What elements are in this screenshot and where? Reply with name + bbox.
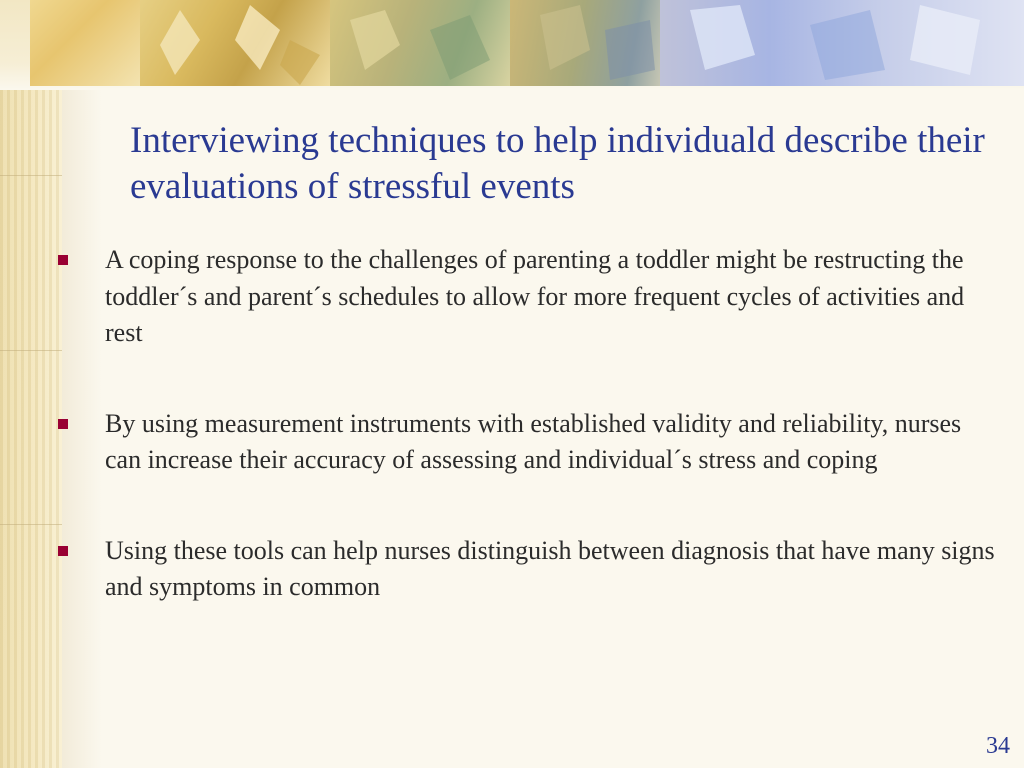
banner-leaf-panel	[660, 0, 1024, 86]
top-decorative-banner	[0, 0, 1024, 90]
banner-leaf-panel	[510, 0, 660, 86]
bullet-text: A coping response to the challenges of parenting a toddler might be restructing the toddler´s and parent´s schedules to allow for more frequent cycles of activities and rest	[105, 245, 965, 347]
bullet-list	[56, 242, 996, 606]
bullet-item	[56, 242, 996, 352]
square-bullet-icon	[58, 255, 68, 265]
leaf-pattern-icon	[330, 0, 510, 86]
bullet-item	[56, 533, 996, 606]
banner-leaf-panel	[140, 0, 330, 86]
bullet-text: By using measurement instruments with established validity and reliability, nurses can increase their accuracy of assessing and individual´s stress and coping	[105, 408, 962, 474]
square-bullet-icon	[58, 546, 68, 556]
bullet-text: Using these tools can help nurses distinguish between diagnosis that have many signs and symptoms in common	[105, 535, 995, 601]
bullet-item	[56, 406, 996, 479]
strip-seam	[0, 524, 62, 525]
leaf-pattern-icon	[660, 0, 1024, 86]
slide-title: Interviewing techniques to help individuald describe their evaluations of stressful events	[130, 120, 985, 207]
banner-leaf-panel	[330, 0, 510, 86]
banner-leaf-panel	[30, 0, 140, 86]
left-decorative-strip	[0, 0, 62, 768]
square-bullet-icon	[58, 419, 68, 429]
strip-seam	[0, 175, 62, 176]
leaf-pattern-icon	[510, 0, 660, 86]
strip-seam	[0, 350, 62, 351]
leaf-pattern-icon	[140, 0, 330, 86]
page-number: 34	[986, 733, 1010, 759]
